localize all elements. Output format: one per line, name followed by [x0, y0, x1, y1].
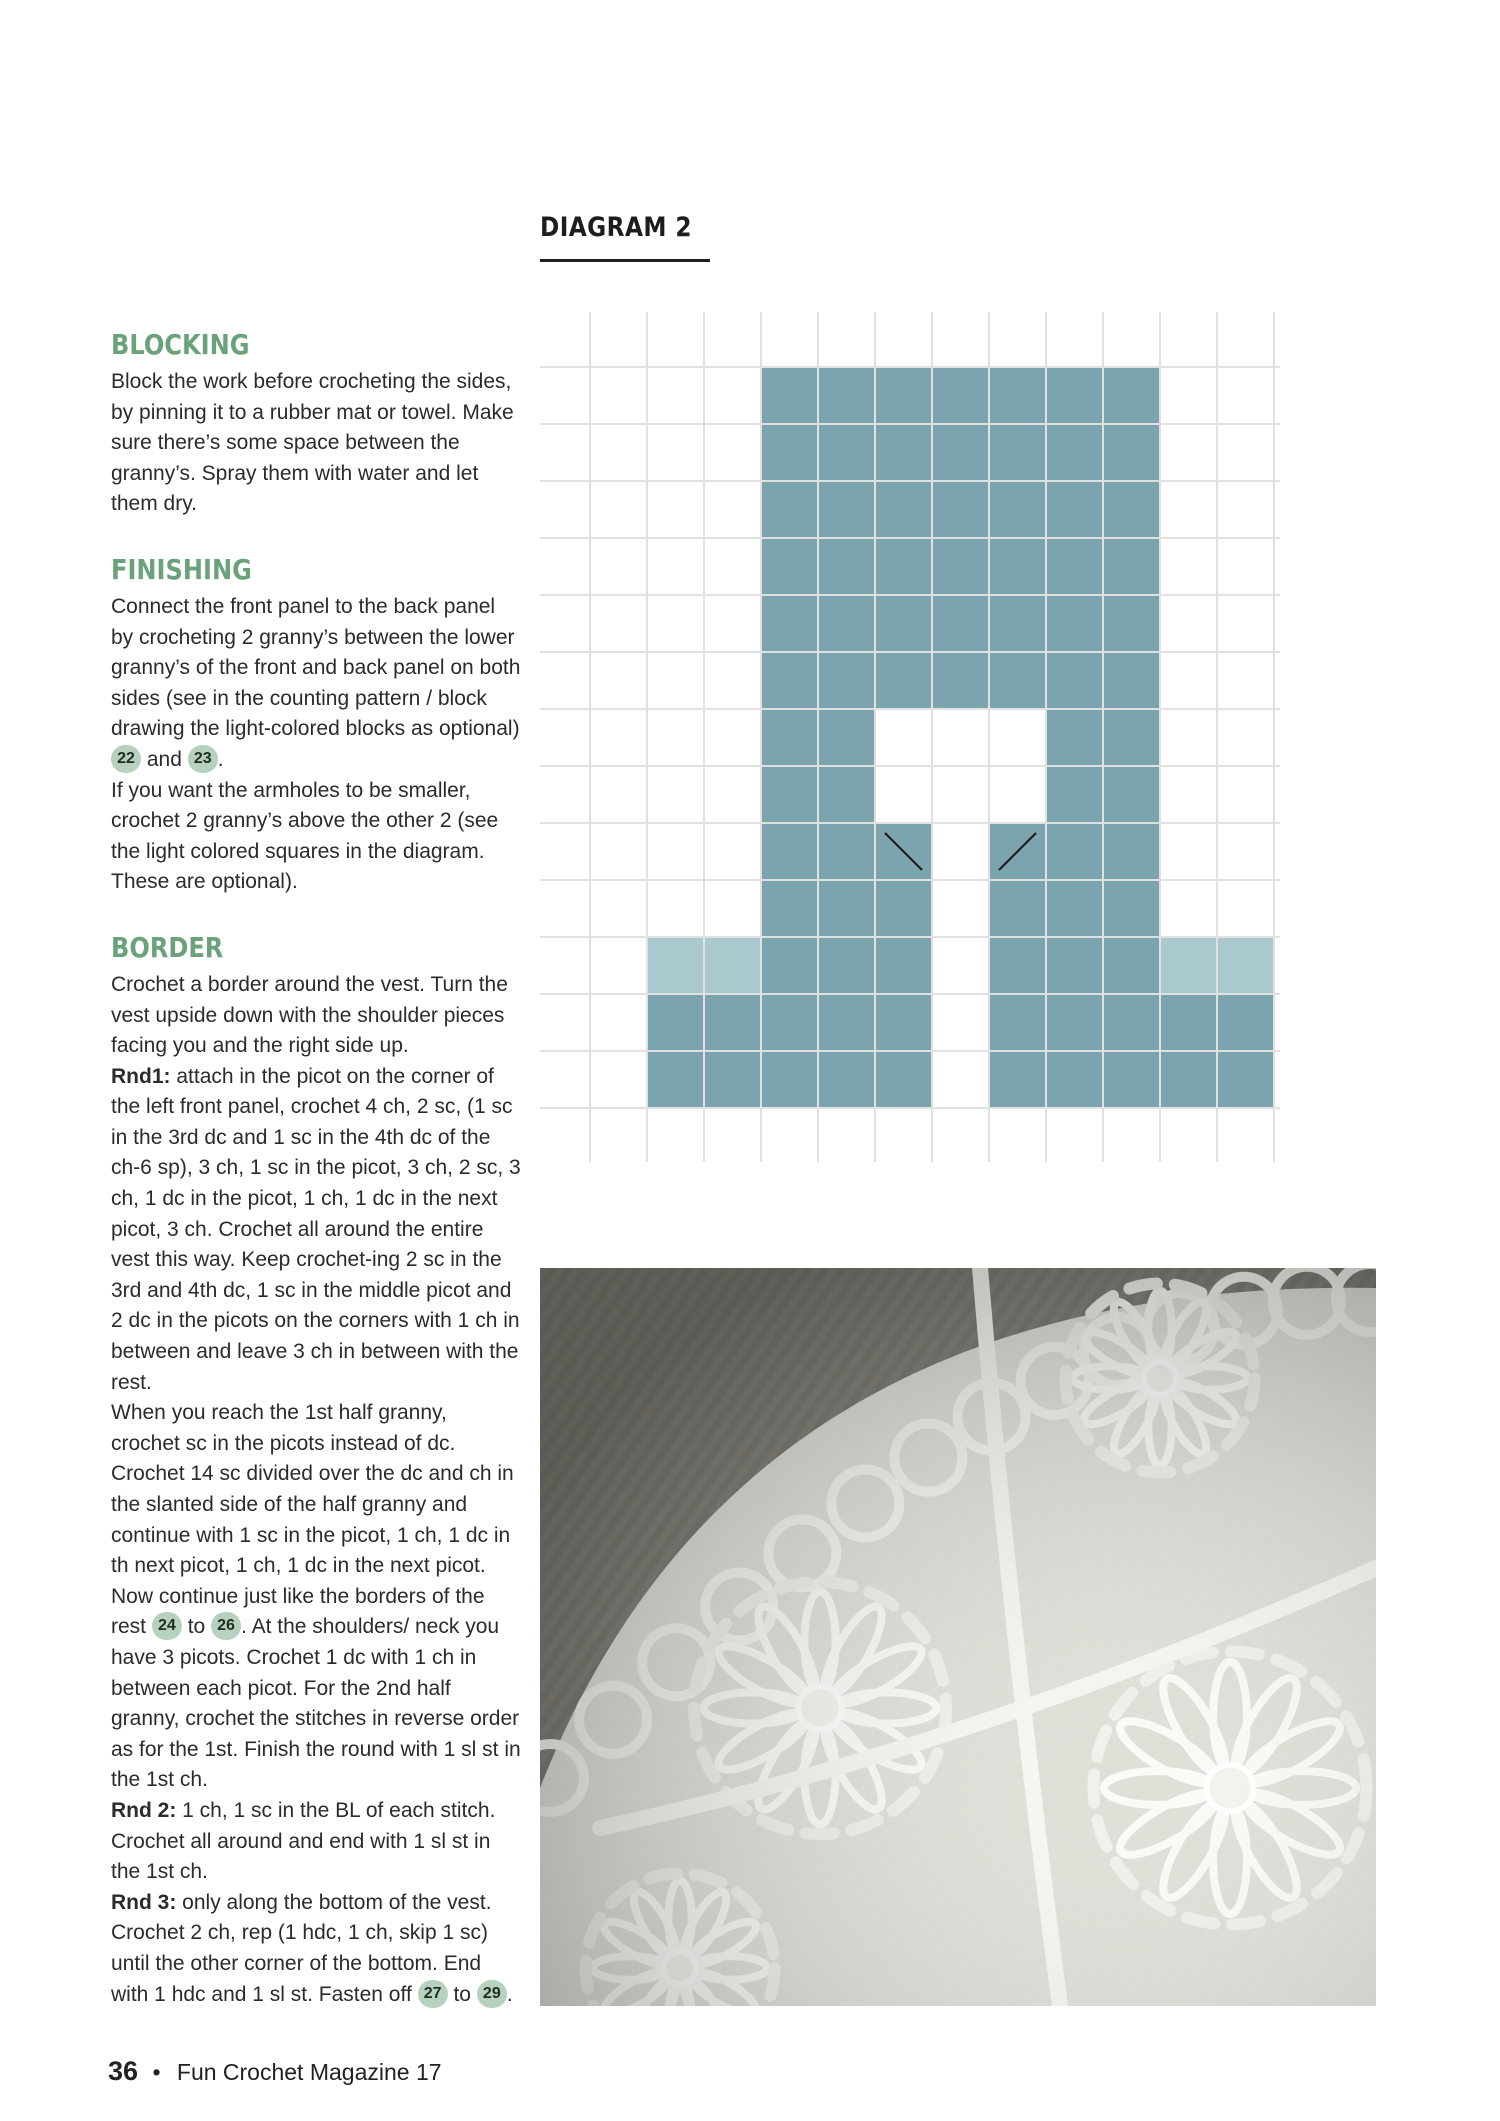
- diagram-block-dark: [932, 538, 989, 595]
- diagram-block-dark: [875, 880, 932, 937]
- diagram-block-dark: [761, 880, 818, 937]
- diagram-block-dark: [1103, 652, 1160, 709]
- diagram-block-dark: [1046, 709, 1103, 766]
- diagram-block-dark: [761, 367, 818, 424]
- diagram-block-dark: [932, 652, 989, 709]
- diagram-title: DIAGRAM 2: [540, 212, 693, 243]
- diagram-block-dark: [761, 709, 818, 766]
- diagram-block-dark: [818, 994, 875, 1051]
- diagram-block-dark: [818, 538, 875, 595]
- diagram-block-dark: [1103, 595, 1160, 652]
- diagram-block-dark: [1103, 994, 1160, 1051]
- half-granny-text: When you reach the 1st half granny, crochet sc in the picots instead of dc. Crochet 14 sc divided over the dc and ch in the slanted side of the half granny and continue with 1 sc in the picot, 1 ch, 1 dc in th next picot, 1 ch, 1 dc in the next picot. Now continue just like the borders of the rest: [111, 1401, 514, 1639]
- diagram-block-dark: [1046, 652, 1103, 709]
- diagram-block-dark: [818, 367, 875, 424]
- diagram-block-dark: [989, 937, 1046, 994]
- rnd3-text: only along the bottom of the vest. Crochet 2 ch, rep (1 hdc, 1 ch, skip 1 sc) until the other corner of the bottom. End with 1 hdc and 1 sl st. Fasten off: [111, 1890, 492, 2006]
- border-rnd1: [111, 1062, 521, 1399]
- diagram-block-dark: [875, 424, 932, 481]
- diagram-block-dark: [875, 367, 932, 424]
- border-heading: BORDER: [111, 930, 224, 964]
- diagram-block-dark: [989, 1051, 1046, 1108]
- diagram-block-dark: [1046, 424, 1103, 481]
- diagram-block-dark: [932, 481, 989, 538]
- diagram-block-dark: [1046, 823, 1103, 880]
- diagram-block-dark: [647, 994, 704, 1051]
- diagram-block-dark: [1046, 595, 1103, 652]
- crochet-lace-illustration: [540, 1268, 1376, 2006]
- diagram-block-dark: [989, 652, 1046, 709]
- diagram-block-dark: [761, 424, 818, 481]
- diagram-block-dark: [818, 823, 875, 880]
- step-badge-23: 23: [188, 745, 218, 773]
- finishing-heading: FINISHING: [111, 552, 252, 586]
- diagram-block-dark: [1217, 994, 1274, 1051]
- diagram-block-dark: [1103, 880, 1160, 937]
- diagram-title-underline: [540, 259, 710, 262]
- rnd3-label: Rnd 3:: [111, 1890, 177, 1914]
- diagram-block-dark: [1046, 880, 1103, 937]
- diagram-block-dark: [1046, 994, 1103, 1051]
- half-granny-to: to: [187, 1615, 206, 1639]
- footer-bullet: •: [152, 2059, 161, 2085]
- diagram-block-dark: [1160, 1051, 1217, 1108]
- diagram-block-dark: [704, 1051, 761, 1108]
- diagram-block-dark: [1103, 538, 1160, 595]
- diagram-block-optional: [1217, 937, 1274, 994]
- diagram-block-dark: [818, 766, 875, 823]
- blocking-text: Block the work before crocheting the sides, by pinning it to a rubber mat or towel. Make sure there’s some space between the granny’s. Spray them with water and let them dry.: [111, 370, 514, 516]
- diagram-block-optional: [1160, 937, 1217, 994]
- half-granny-tail: . At the shoulders/ neck you have 3 picots. Crochet 1 dc with 1 ch in between each picot. For the 2nd half granny, crochet the stitches in reverse order as for the 1st. Finish the round with 1 sl st in the 1st ch.: [111, 1615, 521, 1792]
- step-badge-26: 26: [211, 1612, 241, 1640]
- block-diagram: [540, 312, 1280, 1162]
- diagram-block-dark: [761, 481, 818, 538]
- diagram-block-optional: [647, 937, 704, 994]
- blocking-heading: BLOCKING: [111, 328, 250, 361]
- diagram-block-dark: [1046, 937, 1103, 994]
- rnd2-text: 1 ch, 1 sc in the BL of each stitch. Crochet all around and end with 1 sl st in the 1st ch.: [111, 1798, 496, 1884]
- diagram-block-dark: [761, 1051, 818, 1108]
- diagram-block-dark: [818, 709, 875, 766]
- diagram-block-dark: [1217, 1051, 1274, 1108]
- diagram-block-dark: [1103, 823, 1160, 880]
- diagram-block-dark: [761, 994, 818, 1051]
- diagram-block-dark: [1103, 1051, 1160, 1108]
- step-badge-22: 22: [111, 745, 141, 773]
- instructions-column: [111, 325, 521, 2010]
- diagram-block-dark: [1046, 367, 1103, 424]
- diagram-block-dark: [818, 595, 875, 652]
- diagram-block-dark: [989, 994, 1046, 1051]
- page-footer: [108, 2056, 442, 2087]
- diagram-block-dark: [1046, 538, 1103, 595]
- diagram-block-optional: [704, 937, 761, 994]
- diagram-block-dark: [761, 538, 818, 595]
- diagram-block-dark: [1103, 937, 1160, 994]
- finishing-paragraph-1: Connect the front panel to the back panel by crocheting 2 granny’s between the lower granny’s of the front and back panel on both sides (see in the counting pattern / block drawing the light-colored blocks as optional) 22 and 23 .: [111, 594, 521, 771]
- diagram-block-dark: [818, 880, 875, 937]
- rnd3-to: to: [453, 1982, 471, 2006]
- diagram-block-dark: [875, 538, 932, 595]
- diagram-block-dark: [989, 595, 1046, 652]
- diagram-block-dark: [932, 595, 989, 652]
- diagram-block-dark: [1103, 424, 1160, 481]
- diagram-block-dark: [761, 595, 818, 652]
- diagram-block-dark: [1046, 1051, 1103, 1108]
- diagram-block-dark: [875, 1051, 932, 1108]
- diagram-block-dark: [1046, 481, 1103, 538]
- rnd1-label: Rnd1:: [111, 1064, 171, 1088]
- crochet-photo: [540, 1268, 1376, 2006]
- diagram-block-dark: [818, 1051, 875, 1108]
- diagram-block-dark: [818, 652, 875, 709]
- diagram-block-dark: [932, 367, 989, 424]
- diagram-block-dark: [761, 937, 818, 994]
- diagram-block-dark: [989, 538, 1046, 595]
- diagram-block-dark: [989, 880, 1046, 937]
- step-badge-27: 27: [418, 1980, 448, 2008]
- finishing-and: and: [146, 747, 182, 771]
- diagram-block-dark: [875, 937, 932, 994]
- border-rnd2: [111, 1796, 521, 1888]
- finishing-paragraph-2: If you want the armholes to be smaller, crochet 2 granny’s above the other 2 (see the light colored squares in the diagram. These are optional).: [111, 778, 499, 894]
- diagram-block-dark: [818, 481, 875, 538]
- border-rnd3: Rnd 3: only along the bottom of the vest. Crochet 2 ch, rep (1 hdc, 1 ch, skip 1 sc) until the other corner of the bottom. End with 1 hdc and 1 sl st. Fasten off 27 to 29 .: [111, 1890, 513, 2006]
- border-intro: Crochet a border around the vest. Turn the vest upside down with the shoulder pieces facing you and the right side up.: [111, 972, 508, 1058]
- rnd2-label: Rnd 2:: [111, 1798, 177, 1822]
- diagram-block-dark: [1160, 994, 1217, 1051]
- diagram-block-dark: [875, 481, 932, 538]
- finishing-p1-text: Connect the front panel to the back panel by crocheting 2 granny’s between the lower granny’s of the front and back panel on both sides (see in the counting pattern / block drawing the light-colored blocks as optional): [111, 594, 521, 741]
- diagram-block-dark: [875, 994, 932, 1051]
- step-badge-24: 24: [152, 1612, 182, 1640]
- diagram-block-dark: [1103, 709, 1160, 766]
- diagram-block-dark: [818, 424, 875, 481]
- diagram-block-dark: [1046, 766, 1103, 823]
- rnd1-text: attach in the picot on the corner of the left front panel, crochet 4 ch, 2 sc, (1 sc in the 3rd dc and 1 sc in the 4th dc of the ch-6 sp), 3 ch, 1 sc in the picot, 3 ch, 2 sc, 3 ch, 1 dc in the picot, 1 ch, 1 dc in the next picot, 3 ch. Crochet all around the entire vest this way. Keep crochet-ing 2 sc in the 3rd and 4th dc, 1 sc in the middle picot and 2 dc in the picots on the corners with 1 ch in between and leave 3 ch in between with the rest.: [111, 1064, 521, 1394]
- diagram-block-dark: [818, 937, 875, 994]
- diagram-block-dark: [989, 424, 1046, 481]
- diagram-block-dark: [989, 367, 1046, 424]
- diagram-block-dark: [761, 652, 818, 709]
- diagram-block-dark: [1103, 367, 1160, 424]
- diagram-block-dark: [875, 652, 932, 709]
- border-half-granny: [111, 1398, 521, 1796]
- diagram-block-dark: [761, 823, 818, 880]
- diagram-block-dark: [932, 424, 989, 481]
- diagram-block-dark: [647, 1051, 704, 1108]
- diagram-block-dark: [1103, 766, 1160, 823]
- magazine-title: Fun Crochet Magazine 17: [176, 2059, 442, 2085]
- diagram-block-dark: [704, 994, 761, 1051]
- diagram-block-dark: [1103, 481, 1160, 538]
- page-number: 36: [108, 2056, 139, 2086]
- step-badge-29: 29: [477, 1980, 507, 2008]
- diagram-block-dark: [875, 595, 932, 652]
- diagram-block-dark: [761, 766, 818, 823]
- diagram-block-dark: [989, 481, 1046, 538]
